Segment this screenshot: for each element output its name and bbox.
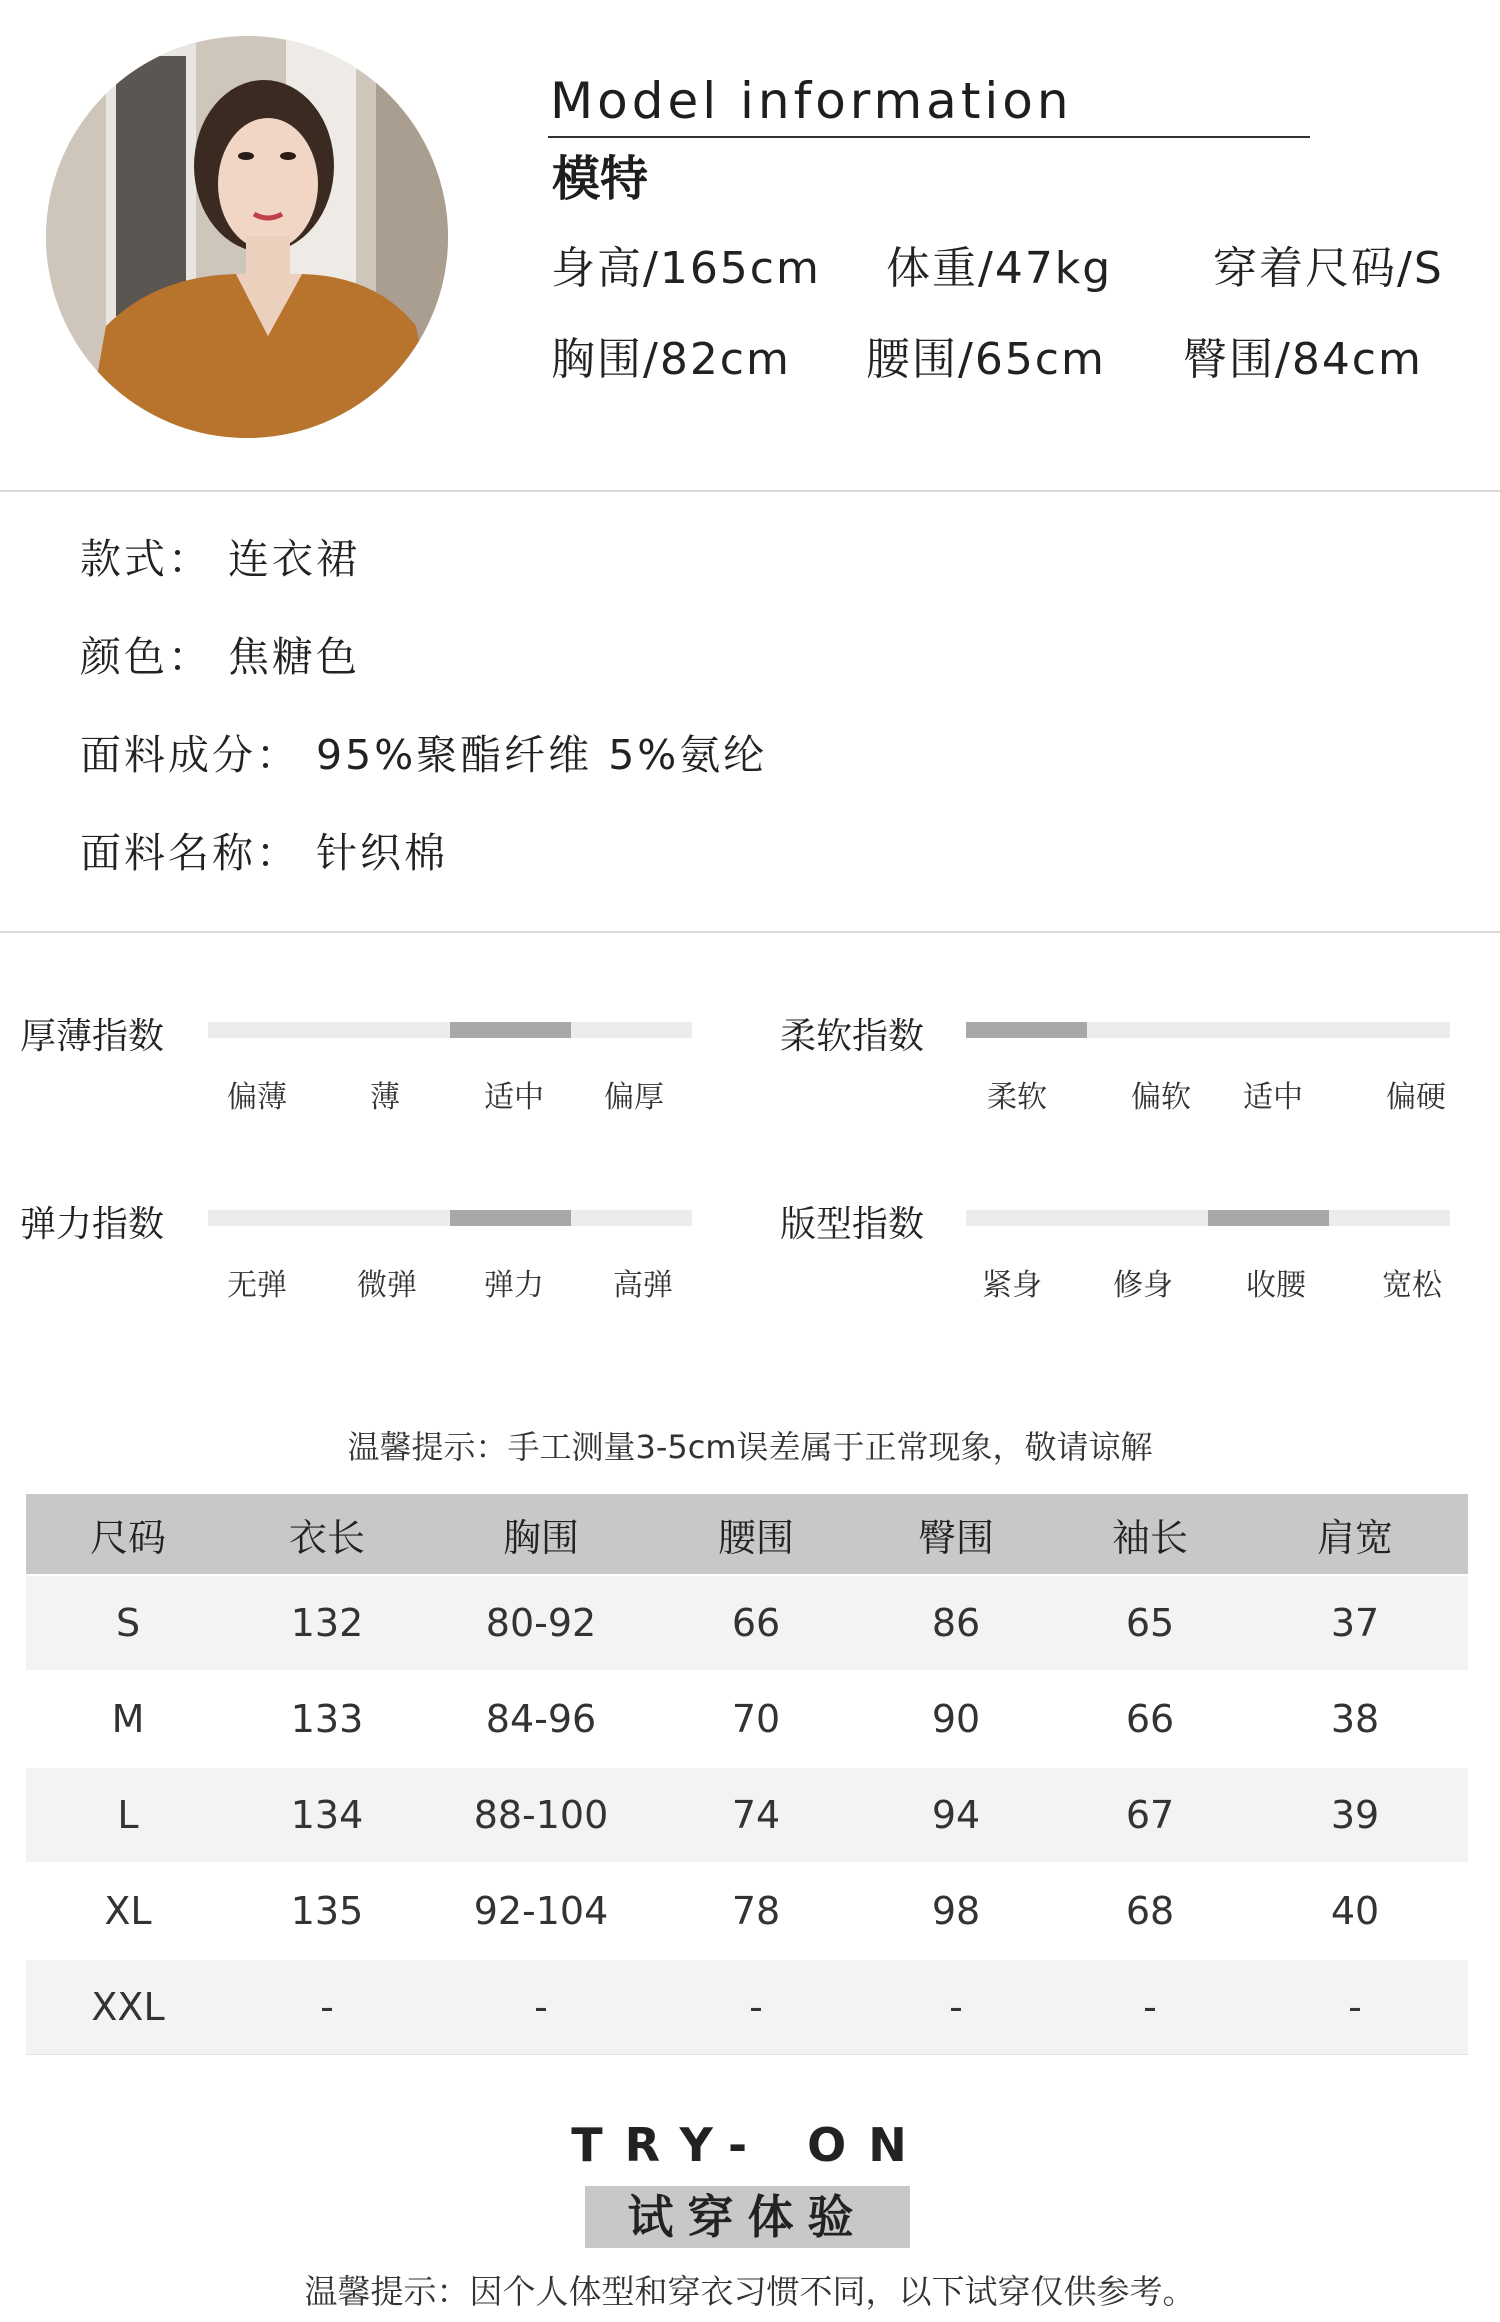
elasticity-marker <box>450 1210 571 1226</box>
table-cell: - <box>1242 1959 1468 2055</box>
model-height: 身高/165cm <box>551 243 821 294</box>
table-cell: 67 <box>1058 1767 1242 1863</box>
softness-option: 柔软 <box>987 1080 1047 1115</box>
thickness-option: 偏厚 <box>604 1080 664 1115</box>
header-hip: 臀围 <box>854 1494 1058 1575</box>
divider <box>0 931 1500 933</box>
elasticity-option: 弹力 <box>484 1268 544 1303</box>
model-info-title: Model information <box>550 72 1073 130</box>
table-cell: 37 <box>1242 1575 1468 1671</box>
table-cell: 68 <box>1058 1863 1242 1959</box>
model-size: 穿着尺码/S <box>1213 243 1444 294</box>
try-on-title: TRY- ON <box>571 2118 929 2172</box>
thickness-option: 偏薄 <box>227 1080 287 1115</box>
table-cell: 80-92 <box>424 1575 658 1671</box>
fit-index-title: 版型指数 <box>780 1204 925 1245</box>
table-row <box>26 1767 1468 1863</box>
softness-marker <box>966 1022 1087 1038</box>
table-cell: 98 <box>854 1863 1058 1959</box>
table-cell: 132 <box>230 1575 424 1671</box>
softness-index-title: 柔软指数 <box>780 1016 925 1057</box>
table-header-row <box>26 1494 1468 1575</box>
attr-fabric-name: 面料名称： 针织棉 <box>80 829 449 877</box>
model-weight: 体重/47kg <box>886 243 1113 294</box>
table-cell: 38 <box>1242 1671 1468 1767</box>
table-cell: - <box>230 1959 424 2055</box>
model-photo <box>46 36 448 438</box>
header-bust: 胸围 <box>424 1494 658 1575</box>
table-cell: 86 <box>854 1575 1058 1671</box>
measure-tip: 温馨提示：手工测量3-5cm误差属于正常现象，敬请谅解 <box>347 1428 1153 1466</box>
model-hip: 臀围/84cm <box>1183 334 1423 385</box>
table-row <box>26 1671 1468 1767</box>
header-length: 衣长 <box>230 1494 424 1575</box>
size-table <box>26 1494 1468 2055</box>
elasticity-option: 微弹 <box>357 1268 417 1303</box>
softness-option: 适中 <box>1243 1080 1303 1115</box>
table-cell: 65 <box>1058 1575 1242 1671</box>
attr-color: 颜色： 焦糖色 <box>80 633 361 681</box>
table-cell: L <box>26 1767 230 1863</box>
table-cell: S <box>26 1575 230 1671</box>
softness-track <box>966 1022 1450 1038</box>
table-cell: - <box>1058 1959 1242 2055</box>
thickness-marker <box>450 1022 571 1038</box>
divider <box>0 490 1500 492</box>
header-shoulder: 肩宽 <box>1242 1494 1468 1575</box>
table-cell: 74 <box>658 1767 854 1863</box>
table-cell: 133 <box>230 1671 424 1767</box>
attr-style: 款式： 连衣裙 <box>80 535 361 583</box>
table-cell: 70 <box>658 1671 854 1767</box>
table-cell: - <box>424 1959 658 2055</box>
fit-option: 宽松 <box>1382 1268 1442 1303</box>
fit-option: 修身 <box>1113 1268 1173 1303</box>
header-waist: 腰围 <box>658 1494 854 1575</box>
table-cell: 66 <box>1058 1671 1242 1767</box>
softness-option: 偏软 <box>1131 1080 1191 1115</box>
elasticity-index-title: 弹力指数 <box>20 1204 165 1245</box>
table-cell: 88-100 <box>424 1767 658 1863</box>
elasticity-option: 无弹 <box>227 1268 287 1303</box>
title-underline <box>548 136 1310 138</box>
table-cell: 40 <box>1242 1863 1468 1959</box>
fit-option: 收腰 <box>1246 1268 1306 1303</box>
table-cell: 135 <box>230 1863 424 1959</box>
softness-option: 偏硬 <box>1386 1080 1446 1115</box>
model-illustration <box>46 36 448 438</box>
table-row <box>26 1863 1468 1959</box>
table-cell: 94 <box>854 1767 1058 1863</box>
table-cell: M <box>26 1671 230 1767</box>
table-cell: 134 <box>230 1767 424 1863</box>
elasticity-option: 高弹 <box>613 1268 673 1303</box>
fit-track <box>966 1210 1450 1226</box>
table-cell: 66 <box>658 1575 854 1671</box>
thickness-option: 适中 <box>484 1080 544 1115</box>
thickness-index-title: 厚薄指数 <box>20 1016 165 1057</box>
try-on-tip: 温馨提示：因个人体型和穿衣习惯不同，以下试穿仅供参考。 <box>304 2272 1196 2311</box>
table-cell: 92-104 <box>424 1863 658 1959</box>
table-cell: XL <box>26 1863 230 1959</box>
thickness-track <box>208 1022 692 1038</box>
model-waist: 腰围/65cm <box>866 334 1106 385</box>
table-row <box>26 1575 1468 1671</box>
table-cell: XXL <box>26 1959 230 2055</box>
attr-fabric-content: 面料成分： 95%聚酯纤维 5%氨纶 <box>80 731 768 779</box>
table-cell: 39 <box>1242 1767 1468 1863</box>
table-cell: - <box>854 1959 1058 2055</box>
elasticity-track <box>208 1210 692 1226</box>
model-bust: 胸围/82cm <box>551 334 791 385</box>
header-sleeve: 袖长 <box>1058 1494 1242 1575</box>
fit-option: 紧身 <box>982 1268 1042 1303</box>
try-on-subtitle: 试穿体验 <box>585 2186 910 2248</box>
table-cell: - <box>658 1959 854 2055</box>
table-cell: 90 <box>854 1671 1058 1767</box>
table-cell: 78 <box>658 1863 854 1959</box>
header-size: 尺码 <box>26 1494 230 1575</box>
table-row <box>26 1959 1468 2055</box>
table-cell: 84-96 <box>424 1671 658 1767</box>
model-info-subtitle: 模特 <box>552 151 649 207</box>
fit-marker <box>1208 1210 1329 1226</box>
thickness-option: 薄 <box>370 1080 400 1115</box>
